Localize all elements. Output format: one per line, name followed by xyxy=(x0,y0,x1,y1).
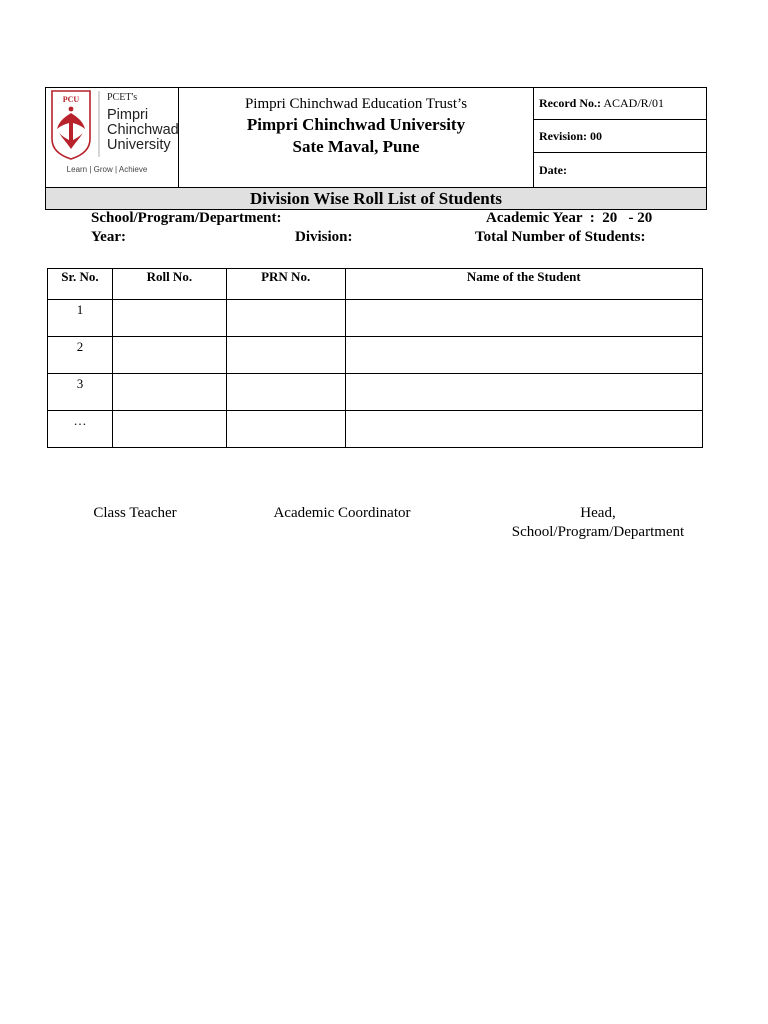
academic-year-label: Academic Year : 20 - 20 xyxy=(486,210,653,226)
sr-no-cell: … xyxy=(48,411,113,448)
university-logo xyxy=(45,87,179,188)
revision-row: Revision: 00 xyxy=(534,120,707,153)
total-students-label: Total Number of Students: xyxy=(475,229,646,245)
roll-no-cell xyxy=(112,374,226,411)
table-row xyxy=(48,411,703,448)
roll-no-cell xyxy=(112,337,226,374)
head-signature-line1: Head, xyxy=(580,505,616,521)
prn-no-cell xyxy=(226,411,345,448)
table-row xyxy=(48,374,703,411)
document-title: Division Wise Roll List of Students xyxy=(45,188,707,210)
division-label: Division: xyxy=(295,229,353,245)
logo-name-line1: Pimpri xyxy=(107,107,149,123)
roll-no-cell xyxy=(112,411,226,448)
logo-name-line2: Chinchwad xyxy=(107,122,179,138)
prn-no-cell xyxy=(226,374,345,411)
prn-no-cell xyxy=(226,300,345,337)
date-row: Date: xyxy=(539,162,567,177)
head-signature xyxy=(498,504,698,542)
record-info-cell xyxy=(533,87,707,188)
column-header-sr-no: Sr. No. xyxy=(48,269,113,300)
logo-prefix: PCET's xyxy=(107,92,138,103)
column-header-student-name: Name of the Student xyxy=(345,269,702,300)
school-program-department-label: School/Program/Department: xyxy=(91,210,282,226)
table-row xyxy=(48,337,703,374)
trust-name: Pimpri Chinchwad Education Trust’s xyxy=(244,96,468,112)
table-header-row xyxy=(48,269,703,300)
head-signature-line2: School/Program/Department xyxy=(511,524,685,540)
column-header-prn-no: PRN No. xyxy=(226,269,345,300)
record-number-label: Record No.: xyxy=(539,95,601,110)
class-teacher-signature: Class Teacher xyxy=(93,505,177,521)
column-header-roll-no: Roll No. xyxy=(112,269,226,300)
logo-tagline: Learn | Grow | Achieve xyxy=(66,165,148,174)
table-row xyxy=(48,300,703,337)
sr-no-cell: 1 xyxy=(48,300,113,337)
academic-coordinator-signature: Academic Coordinator xyxy=(273,505,411,521)
record-number-value: ACAD/R/01 xyxy=(600,95,664,110)
logo-name-line3: University xyxy=(107,137,171,153)
record-number-row xyxy=(534,87,707,120)
logo-cell xyxy=(45,87,179,188)
student-name-cell xyxy=(345,337,702,374)
roll-no-cell xyxy=(112,300,226,337)
student-name-cell xyxy=(345,374,702,411)
year-label: Year: xyxy=(91,229,126,245)
sr-no-cell: 3 xyxy=(48,374,113,411)
university-location: Sate Maval, Pune xyxy=(292,137,420,156)
logo-badge-text: PCU xyxy=(62,95,80,104)
student-name-cell xyxy=(345,411,702,448)
header-title-cell xyxy=(179,87,533,188)
university-name: Pimpri Chinchwad University xyxy=(246,115,466,134)
student-name-cell xyxy=(345,300,702,337)
prn-no-cell xyxy=(226,337,345,374)
roll-list-table xyxy=(47,268,703,448)
sr-no-cell: 2 xyxy=(48,337,113,374)
